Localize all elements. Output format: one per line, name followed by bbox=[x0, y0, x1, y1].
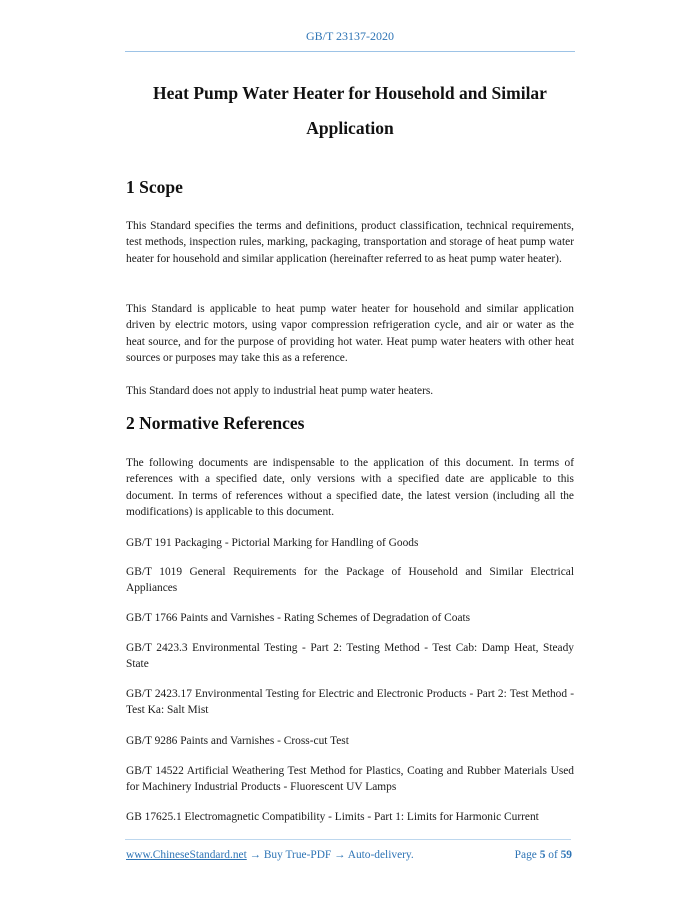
page-indicator bbox=[515, 849, 572, 861]
document-title bbox=[125, 76, 575, 146]
current-page-number: 5 bbox=[539, 849, 546, 861]
of-label: of bbox=[548, 849, 558, 861]
scope-paragraph-1: This Standard specifies the terms and definitions, product classification, technical requirements, test methods, inspection rules, marking, packaging, transportation and storage of heat pump water heater for household and similar application (hereinafter referred to as heat pump water heater). bbox=[126, 220, 574, 265]
section-heading-scope: 1 Scope bbox=[126, 177, 183, 197]
reference-item: GB/T 9286 Paints and Varnishes - Cross-cut Test bbox=[126, 735, 349, 747]
footer-promo-text: → Buy True-PDF → Auto-delivery. bbox=[246, 849, 414, 861]
page-label: Page bbox=[514, 849, 537, 861]
normative-references-intro: The following documents are indispensable to the application of this document. In terms of references with a specified date, only versions with a specified date are applicable to this document. In terms of references without a specified date, the latest version (including all the modifications) is applicable to this document. bbox=[126, 457, 574, 519]
scope-paragraph-3: This Standard does not apply to industrial heat pump water heaters. bbox=[126, 385, 434, 397]
footer-promo bbox=[126, 849, 414, 861]
reference-item: GB/T 2423.17 Environmental Testing for Electric and Electronic Products - Part 2: Test Method - Test Ka: Salt Mist bbox=[126, 688, 574, 717]
reference-item: GB/T 14522 Artificial Weathering Test Method for Plastics, Coating and Rubber Materials Used for Machinery Industrial Products - Fluorescent UV Lamps bbox=[126, 765, 574, 794]
chinese-standard-link[interactable]: www.ChineseStandard.net bbox=[126, 849, 247, 861]
total-pages: 59 bbox=[560, 849, 572, 861]
page-header-standard-code: GB/T 23137-2020 bbox=[305, 29, 395, 43]
reference-item: GB/T 1766 Paints and Varnishes - Rating Schemes of Degradation of Coats bbox=[126, 612, 471, 624]
footer-divider bbox=[125, 839, 571, 840]
section-heading-normative-references: 2 Normative References bbox=[126, 413, 305, 433]
reference-item: GB/T 2423.3 Environmental Testing - Part 2: Testing Method - Test Cab: Damp Heat, Steady State bbox=[126, 642, 574, 671]
reference-item: GB/T 191 Packaging - Pictorial Marking for Handling of Goods bbox=[126, 537, 419, 549]
document-title-line-1: Heat Pump Water Heater for Household and Similar bbox=[153, 83, 547, 103]
scope-paragraph-2: This Standard is applicable to heat pump water heater for household and similar application driven by electric motors, using vapor compression refrigeration cycle, and air or water as the heat source, and for the purpose of providing hot water. Heat pump water heaters with other heat sources or purposes may take this as a reference. bbox=[126, 303, 574, 365]
document-title-line-2: Application bbox=[306, 118, 394, 138]
reference-item: GB 17625.1 Electromagnetic Compatibility - Limits - Part 1: Limits for Harmonic Current bbox=[126, 811, 539, 823]
reference-item: GB/T 1019 General Requirements for the Package of Household and Similar Electrical Appliances bbox=[126, 566, 574, 595]
header-divider bbox=[125, 51, 575, 52]
